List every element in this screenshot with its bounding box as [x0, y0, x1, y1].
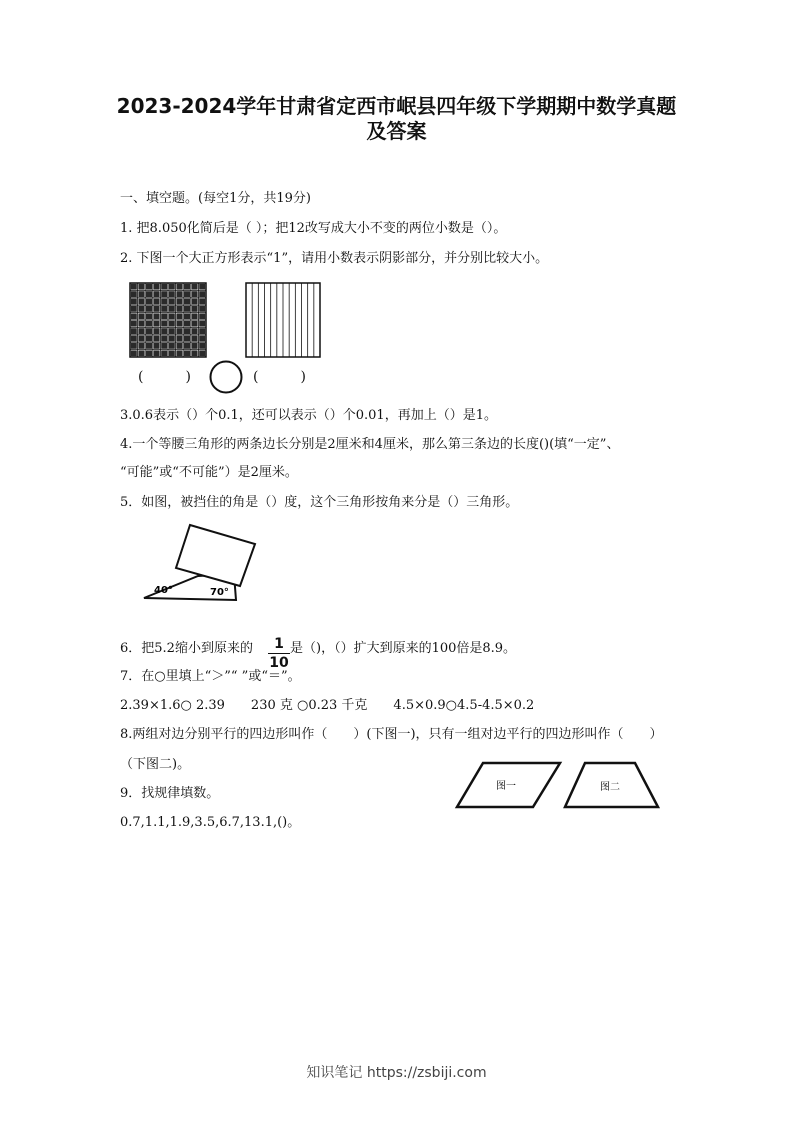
- shaded-cell: [138, 328, 144, 334]
- q8-trapezoid-figure: [563, 760, 663, 810]
- shaded-cell: [138, 336, 144, 342]
- shaded-cell: [161, 328, 167, 334]
- shaded-cell: [146, 291, 152, 297]
- shaded-cell: [199, 299, 205, 305]
- q2-answer-left: ( ): [138, 369, 191, 385]
- shaded-cell: [176, 306, 182, 312]
- shaded-cell: [131, 343, 137, 349]
- shaded-cell: [199, 336, 205, 342]
- shaded-cell: [161, 306, 167, 312]
- shaded-cell: [199, 321, 205, 327]
- q5-angle-40-label: 40°: [154, 585, 173, 596]
- q8-figure-1-label: 图一: [496, 781, 516, 792]
- question-1: 1. 把8.050化简后是（ ）；把12改写成大小不变的两位小数是（）。: [120, 221, 507, 236]
- shaded-cell: [146, 336, 152, 342]
- question-2: 2. 下图一个大正方形表示“1”，请用小数表示阴影部分，并分别比较大小。: [120, 251, 549, 266]
- shaded-cell: [169, 291, 175, 297]
- shaded-cell: [131, 284, 137, 290]
- q8-parallelogram-figure: [455, 760, 565, 810]
- document-title: 2023-2024学年甘肃省定西市岷县四年级下学期期中数学真题及答案: [116, 94, 677, 143]
- question-8-line1: 8.两组对边分别平行的四边形叫作（ ）(下图一)，只有一组对边平行的四边形叫作（ ）: [120, 727, 663, 742]
- question-7: 7．在○里填上“＞”“ ”或“＝”。: [120, 669, 301, 684]
- q6-fraction: [268, 636, 290, 671]
- shaded-cell: [184, 306, 190, 312]
- shaded-cell: [184, 328, 190, 334]
- shaded-cell: [192, 343, 198, 349]
- q2-grid-figure: [130, 283, 206, 357]
- shaded-cell: [184, 321, 190, 327]
- shaded-cell: [176, 343, 182, 349]
- q5-triangle-figure: [140, 522, 260, 606]
- shaded-cell: [154, 284, 160, 290]
- shaded-cell: [169, 350, 175, 356]
- shaded-cell: [192, 336, 198, 342]
- shaded-cell: [131, 306, 137, 312]
- shaded-cell: [176, 299, 182, 305]
- shaded-cell: [131, 299, 137, 305]
- shaded-cell: [192, 328, 198, 334]
- shaded-cell: [176, 321, 182, 327]
- shaded-cell: [146, 299, 152, 305]
- shaded-cell: [192, 291, 198, 297]
- shaded-cell: [184, 284, 190, 290]
- shaded-cell: [184, 350, 190, 356]
- shaded-cell: [138, 291, 144, 297]
- question-8-line2: （下图二)。: [120, 757, 191, 772]
- shaded-cell: [131, 321, 137, 327]
- shaded-cell: [169, 299, 175, 305]
- shaded-cell: [161, 313, 167, 319]
- shaded-cell: [169, 343, 175, 349]
- shaded-cell: [199, 291, 205, 297]
- q6-fraction-numerator: 1: [274, 636, 284, 652]
- shaded-cell: [184, 291, 190, 297]
- shaded-cell: [161, 321, 167, 327]
- q2-compare-circle: [209, 360, 243, 394]
- shaded-cell: [138, 321, 144, 327]
- q2-stripe-figure: [246, 283, 320, 357]
- section-heading: 一、填空题。(每空1分，共19分): [120, 191, 311, 206]
- shaded-cell: [176, 291, 182, 297]
- shaded-cell: [184, 343, 190, 349]
- shaded-cell: [131, 291, 137, 297]
- shaded-cell: [161, 291, 167, 297]
- question-6-start: 6．把5.2缩小到原来的: [120, 641, 253, 656]
- q5-angle-70-label: 70°: [210, 587, 229, 598]
- shaded-cell: [192, 350, 198, 356]
- shaded-cell: [138, 343, 144, 349]
- question-9: 9．找规律填数。: [120, 786, 220, 801]
- shaded-cell: [192, 284, 198, 290]
- shaded-cell: [169, 306, 175, 312]
- shaded-cell: [154, 328, 160, 334]
- shaded-cell: [146, 284, 152, 290]
- shaded-cell: [176, 350, 182, 356]
- shaded-cell: [154, 299, 160, 305]
- shaded-cell: [169, 328, 175, 334]
- shaded-cell: [184, 336, 190, 342]
- q6-fraction-denominator: 10: [269, 655, 289, 671]
- shaded-cell: [154, 321, 160, 327]
- shaded-cell: [192, 313, 198, 319]
- shaded-cell: [169, 313, 175, 319]
- question-7-items: 2.39×1.6○ 2.39 230 克 ○0.23 千克 4.5×0.9○4.5-4.5×0.2: [120, 698, 535, 713]
- q6-fraction-bar: [268, 653, 290, 654]
- shaded-cell: [161, 299, 167, 305]
- shaded-cell: [161, 284, 167, 290]
- shaded-cell: [146, 313, 152, 319]
- shaded-cell: [192, 321, 198, 327]
- q2-answer-right: ( ): [253, 369, 306, 385]
- question-6-end: 是（)，（）扩大到原来的100倍是8.9。: [290, 641, 517, 656]
- shaded-cell: [199, 328, 205, 334]
- shaded-cell: [154, 291, 160, 297]
- question-5: 5．如图，被挡住的角是（）度，这个三角形按角来分是（）三角形。: [120, 495, 519, 510]
- shaded-cell: [199, 306, 205, 312]
- shaded-cell: [138, 306, 144, 312]
- shaded-cell: [176, 284, 182, 290]
- shaded-cell: [131, 336, 137, 342]
- shaded-cell: [199, 313, 205, 319]
- shaded-cell: [131, 313, 137, 319]
- shaded-cell: [184, 299, 190, 305]
- shaded-cell: [169, 336, 175, 342]
- shaded-cell: [176, 328, 182, 334]
- question-4-line1: 4.一个等腰三角形的两条边长分别是2厘米和4厘米，那么第三条边的长度()(填“一定”、: [120, 437, 620, 452]
- shaded-cell: [146, 306, 152, 312]
- shaded-cell: [146, 321, 152, 327]
- shaded-cell: [192, 306, 198, 312]
- shaded-cell: [138, 299, 144, 305]
- question-3: 3.0.6表示（）个0.1，还可以表示（）个0.01，再加上（）是1。: [120, 408, 497, 423]
- shaded-cell: [161, 336, 167, 342]
- shaded-cell: [131, 350, 137, 356]
- shaded-cell: [131, 328, 137, 334]
- shaded-cell: [199, 343, 205, 349]
- page-footer: 知识笔记 https://zsbiji.com: [306, 1065, 487, 1081]
- shaded-cell: [161, 350, 167, 356]
- shaded-cell: [199, 284, 205, 290]
- shaded-cell: [199, 350, 205, 356]
- shaded-cell: [146, 343, 152, 349]
- question-9-sequence: 0.7,1.1,1.9,3.5,6.7,13.1,()。: [120, 815, 301, 830]
- shaded-cell: [146, 350, 152, 356]
- shaded-cell: [154, 350, 160, 356]
- shaded-cell: [154, 336, 160, 342]
- shaded-cell: [138, 350, 144, 356]
- question-4-line2: “可能”或“不可能”）是2厘米。: [120, 465, 298, 480]
- shaded-cell: [176, 336, 182, 342]
- shaded-cell: [192, 299, 198, 305]
- shaded-cell: [146, 328, 152, 334]
- shaded-cell: [169, 284, 175, 290]
- shaded-cell: [161, 343, 167, 349]
- shaded-cell: [154, 306, 160, 312]
- shaded-cell: [138, 313, 144, 319]
- q8-figure-2-label: 图二: [600, 782, 620, 793]
- shaded-cell: [154, 343, 160, 349]
- shaded-cell: [154, 313, 160, 319]
- shaded-cell: [138, 284, 144, 290]
- shaded-cell: [176, 313, 182, 319]
- shaded-cell: [184, 313, 190, 319]
- shaded-cell: [169, 321, 175, 327]
